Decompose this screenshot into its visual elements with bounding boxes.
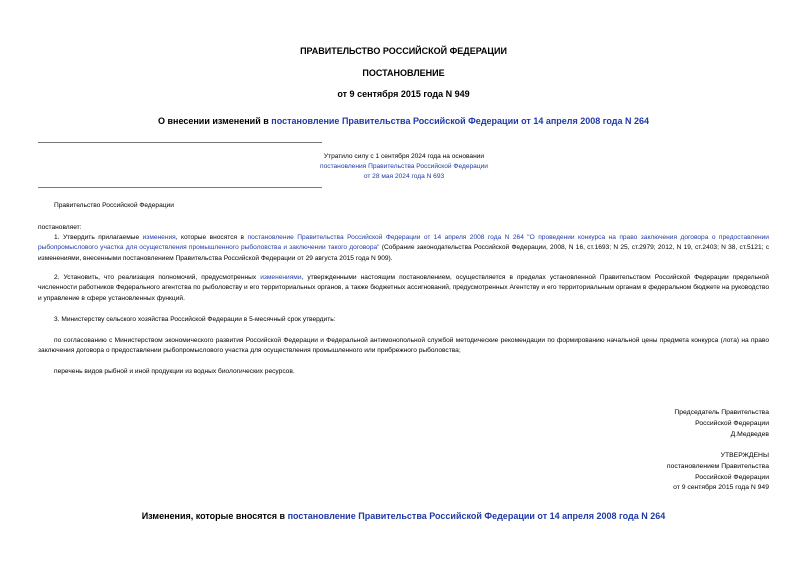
document-title-prefix: О внесении изменений в xyxy=(157,116,272,126)
title-decree-link[interactable]: постановление Правительства Российской Федерации от 14 апреля 2008 года N 264 xyxy=(271,116,650,126)
government-title: ПРАВИТЕЛЬСТВО РОССИЙСКОЙ ФЕДЕРАЦИИ xyxy=(300,46,507,56)
approved-line4: от 9 сентября 2015 года N 949 xyxy=(673,484,769,492)
approved-line3: Российской Федерации xyxy=(695,473,769,481)
paragraph-2 xyxy=(38,273,769,304)
document-date-number: от 9 сентября 2015 года N 949 xyxy=(337,89,470,99)
p1-decree-link[interactable]: постановление Правительства Российской Федерации от 14 апреля 2008 года N 264 "О проведении конкурса на право заключения договора о предоставлении рыбопромыслового участка для осуществления промышленного рыболовства и заключении такого договора" xyxy=(38,234,769,252)
p1-text-a: 1. Утвердить прилагаемые xyxy=(54,234,143,241)
top-divider xyxy=(38,142,322,143)
decree-word: постановляет: xyxy=(38,224,82,231)
document-type: ПОСТАНОВЛЕНИЕ xyxy=(362,68,445,78)
p2-text-b: , утвержденными настоящим постановлением, осуществляется в пределах установленной Правительством Российской Федерации предельной численности работников Федерального агентства по рыболовству и его территориальных органов, а также бюджетных ассигнований, предусмотренных Агентству и его территориальным органам в федеральном бюджете на руководство и управление в сфере установленных функций. xyxy=(38,274,769,302)
approved-line2: постановлением Правительства xyxy=(666,462,769,470)
paragraph-3: 3. Министерству сельского хозяйства Российской Федерации в 5-месячный срок утвердить: xyxy=(54,316,336,323)
expired-note-link-line2[interactable]: постановления Правительства Российской Федерации xyxy=(320,163,488,171)
p2-changes-link[interactable]: изменениями xyxy=(260,274,302,281)
changes-title-prefix: Изменения, которые вносятся в xyxy=(141,511,288,521)
signature-block xyxy=(629,408,769,440)
signature-line2: Российской Федерации xyxy=(695,419,769,427)
changes-title xyxy=(0,511,807,521)
signature-name: Д.Медведев xyxy=(730,430,769,438)
paragraph-3-item-1: по согласованию с Министерством экономического развития Российской Федерации и Федеральной антимонопольной службой методические рекомендации по формированию начальной цены предмета конкурса (лота) на право заключения договора о предоставлении рыбопромыслового участка для осуществления промышленного или прибрежного рыболовства; xyxy=(38,337,769,355)
p1-changes-link[interactable]: изменения xyxy=(142,234,176,241)
approved-block xyxy=(629,451,769,494)
p2-text-a: 2. Установить, что реализация полномочий, предусмотренных xyxy=(54,274,261,281)
expired-note-line1: Утратило силу с 1 сентября 2024 года на основании xyxy=(323,153,485,160)
intro-text: Правительство Российской Федерации xyxy=(54,202,174,209)
paragraph-3-item-2: перечень видов рыбной и иной продукции из водных биологических ресурсов. xyxy=(54,368,295,375)
approved-line1: УТВЕРЖДЕНЫ xyxy=(720,452,769,459)
changes-title-decree-link[interactable]: постановление Правительства Российской Федерации от 14 апреля 2008 года N 264 xyxy=(287,511,666,521)
bottom-divider xyxy=(38,187,322,188)
signature-line1: Председатель Правительства xyxy=(674,409,769,416)
p1-text-b: , которые вносятся в xyxy=(175,234,248,241)
expired-note-link-line3[interactable]: от 28 мая 2024 года N 693 xyxy=(363,173,445,181)
expired-note xyxy=(268,152,540,183)
p1-text-c: (Собрание законодательства Российской Федерации, 2008, N 16, ст.1693; N 25, ст.2979; 2012, N 19, ст.2403; N 38, ст.5121; с изменениями, внесенными постановлением Правительства Российской Федерации от 29 августа 2015 года N 909). xyxy=(38,244,769,262)
document-title xyxy=(0,116,807,126)
paragraph-1 xyxy=(38,233,769,264)
